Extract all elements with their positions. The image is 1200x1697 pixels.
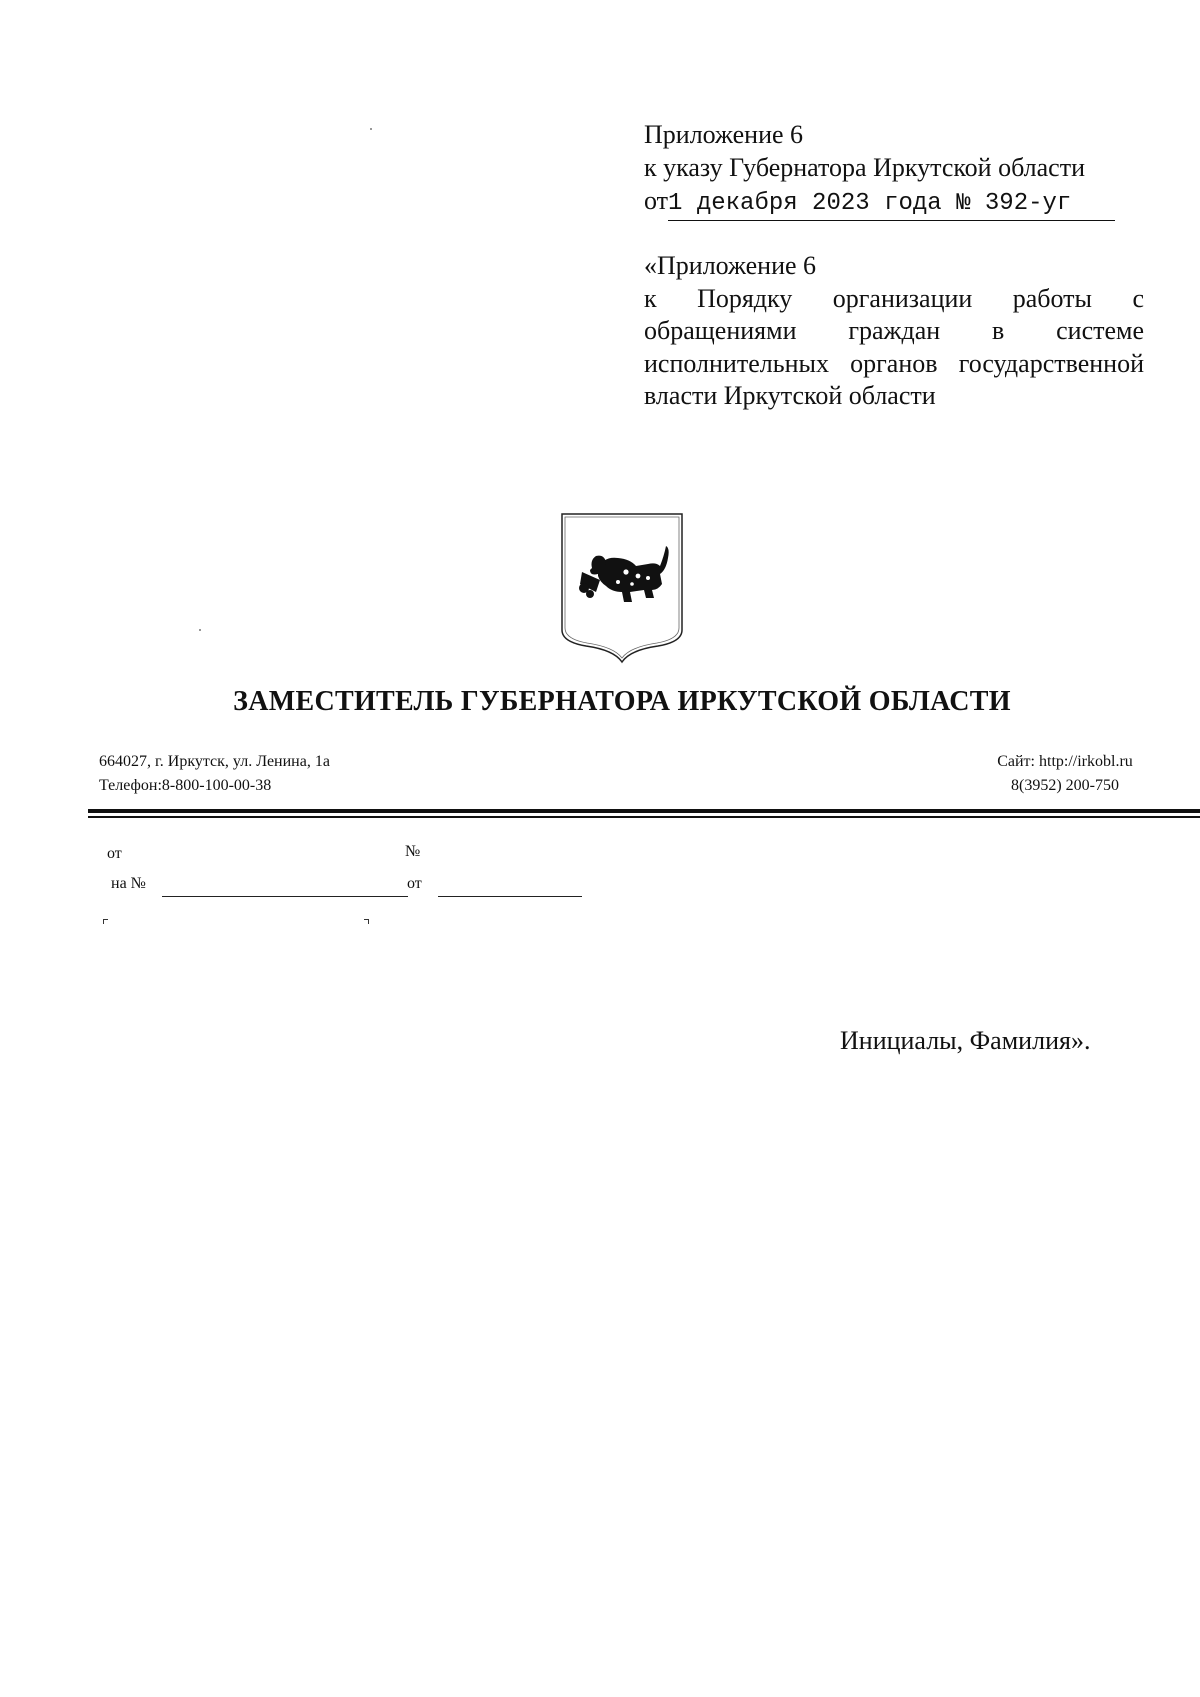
appendix-decree: к указу Губернатора Иркутской области <box>644 153 1085 182</box>
appendix-header <box>644 118 1144 221</box>
letterhead-title: ЗАМЕСТИТЕЛЬ ГУБЕРНАТОРА ИРКУТСКОЙ ОБЛАСТИ <box>233 686 1011 717</box>
scan-speck <box>199 629 201 631</box>
signature-placeholder: Инициалы, Фамилия». <box>840 1026 1091 1055</box>
contact-right <box>960 750 1170 798</box>
appendix-quoted-block <box>644 250 1144 413</box>
reg-reply-to-label: на № <box>111 875 146 892</box>
reg-reply-from-field <box>438 896 582 897</box>
appendix-title: Приложение 6 <box>644 120 804 149</box>
appendix-quoted-body: к Порядку организации работы с обращениями граждан в системе исполнительных органов государственной власти Иркутской области <box>644 283 1144 410</box>
irkutsk-coat-of-arms-icon <box>560 512 684 664</box>
corner-mark-left-v <box>103 919 104 924</box>
appendix-date-value: 1 декабря 2023 года № 392-уг <box>668 187 1115 221</box>
appendix-date-prefix: от <box>644 186 669 215</box>
header-rule-thick <box>88 809 1200 813</box>
reg-number-label: № <box>405 843 421 860</box>
phone2-text: 8(3952) 200-750 <box>1011 777 1119 794</box>
appendix-date-line <box>644 184 1144 221</box>
contact-left <box>99 750 330 798</box>
appendix-quoted-title: «Приложение 6 <box>644 251 817 280</box>
site-text: Сайт: http://irkobl.ru <box>997 753 1133 770</box>
address-text: 664027, г. Иркутск, ул. Ленина, 1а <box>99 753 330 770</box>
corner-mark-right-v <box>368 919 369 924</box>
header-rule-thin <box>88 816 1200 818</box>
scan-speck <box>370 128 372 130</box>
reg-reply-from-label: от <box>407 875 422 892</box>
reg-from-label: от <box>107 845 122 862</box>
reg-reply-to-field <box>162 896 408 897</box>
phone-text: Телефон:8-800-100-00-38 <box>99 777 272 794</box>
